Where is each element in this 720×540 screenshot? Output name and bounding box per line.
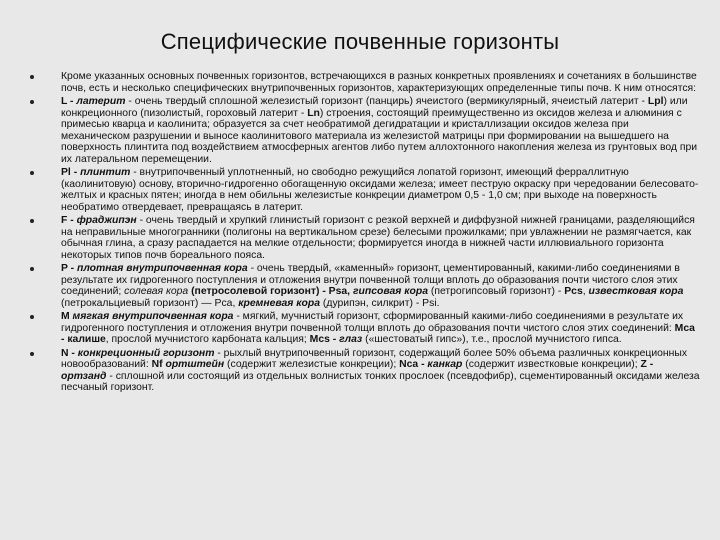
bullet-run: конкреционный горизонт bbox=[77, 347, 215, 359]
bullet-dot-icon bbox=[30, 75, 34, 79]
bullet-dot-icon bbox=[30, 171, 34, 175]
bullet-run: кремневая кора bbox=[238, 297, 321, 309]
bullet-run: (дурипэн, силкрит) - Psi. bbox=[320, 297, 440, 309]
bullet-run: Z - bbox=[640, 359, 654, 370]
bullet-list bbox=[28, 71, 700, 394]
bullet-run: Nca - bbox=[399, 359, 428, 370]
bullet-run: M bbox=[61, 311, 70, 322]
bullet-text bbox=[61, 215, 700, 261]
bullet-dot-icon bbox=[30, 219, 34, 223]
bullet-text bbox=[61, 71, 700, 94]
bullet-text bbox=[61, 311, 700, 346]
bullet-run: ) строения, состоящий преимущественно из оксидов железа и алюминия с примесью кварца и каолинита; образуется за счет необратимой дегидратации и кристаллизации оксидов железа при механическом разрушении и выносе каолинитового материала из железистой матрицы при формировании на вышедшего на поверхность плинтита под воздействием атмосферных агентов либо путем аллохтонного накопления железа из грунтовых вод при их латеральном перемещении. bbox=[61, 107, 698, 165]
bullet-run: Mca - калише bbox=[61, 322, 695, 345]
bullet-run: Nf bbox=[151, 359, 166, 370]
bullet-run: - очень твердый и хрупкий глинистый горизонт с резкой верхней и диффузной нижней границами, разделяющийся на неправильные многогранники (полигоны на вертикальном срезе) белесыми прожилками; при увлажнении не размягчается, как обычная глина, а сразу распадается на мелкие отдельности; формируется иногда в нижней части иллювиального горизонта некоторых типов почв бореального пояса. bbox=[61, 215, 695, 261]
bullet-run: F - bbox=[61, 215, 77, 226]
bullet-run: латерит bbox=[76, 96, 126, 107]
bullet-run: - внутрипочвенный уплотненный, но свободно режущийся лопатой горизонт, имеющий ферраллитную (каолинитовую) основу, вторично-гидрогенно обогащенную оксидами железа; имеет пеструю окраску при чередовании белесовато-желтых и красных пятен; иногда в нем обильны железистые конкреции диаметром 0,5 - 1,0 см; при выходе на поверхность необратимо отвердевает, превращаясь в латерит. bbox=[61, 167, 699, 213]
bullet-run: - сплошной или состоящий из отдельных волнистых тонких прослоек (псевдофибр), сцементированный оксидами железа песчаный горизонт. bbox=[61, 370, 700, 393]
bullet-item-laterite bbox=[28, 96, 700, 165]
bullet-run: Ln bbox=[307, 107, 320, 119]
bullet-run: Pl - bbox=[61, 167, 81, 178]
bullet-run: глаз bbox=[339, 334, 363, 345]
bullet-run: (петросолевой горизонт) - Psa, bbox=[191, 286, 351, 297]
bullet-item-plinthite bbox=[28, 167, 700, 213]
bullet-run: ортштейн bbox=[165, 359, 225, 370]
bullet-run: солевая кора bbox=[124, 286, 189, 297]
bullet-dot-icon bbox=[30, 315, 34, 319]
bullet-item-hard-crust bbox=[28, 263, 700, 309]
bullet-run: плинтит bbox=[80, 167, 131, 178]
bullet-text bbox=[61, 96, 700, 165]
bullet-run: (петрогипсовый горизонт) - bbox=[427, 286, 565, 297]
bullet-run: - рыхлый внутрипочвенный горизонт, содержащий более 50% объема различных конкреционных новообразований: bbox=[61, 347, 688, 370]
bullet-text bbox=[61, 348, 700, 394]
bullet-text bbox=[61, 167, 700, 213]
bullet-run: фраджипэн bbox=[76, 215, 137, 226]
bullet-item-soft-crust bbox=[28, 311, 700, 346]
bullet-run: плотная внутрипочвенная кора bbox=[76, 263, 248, 274]
bullet-run: (петрокальциевый горизонт) — Рса, bbox=[61, 297, 239, 309]
bullet-run: (содержит железистые конкреции); bbox=[224, 359, 400, 370]
bullet-dot-icon bbox=[30, 267, 34, 271]
bullet-item-fragipan bbox=[28, 215, 700, 261]
bullet-item-concretionary bbox=[28, 348, 700, 394]
bullet-dot-icon bbox=[30, 352, 34, 356]
bullet-dot-icon bbox=[30, 100, 34, 104]
bullet-run: L - bbox=[61, 96, 77, 107]
bullet-run: - мягкий, мучнистый горизонт, сформированный какими-либо соединениями в результате их гидрогенного поступления и отложения внутри почвенной толщи вплоть до образования почти чистого слоя этих соединений: bbox=[61, 311, 684, 334]
bullet-text bbox=[61, 263, 700, 309]
page-title: Специфические почвенные горизонты bbox=[160, 29, 560, 54]
bullet-run: , прослой мучнистого карбоната кальция; bbox=[105, 334, 310, 345]
bullet-run: - очень твердый, «каменный» горизонт, цементированный, какими-либо соединениями в результате их гидрогенного поступления и отложения внутри почвенной толщи вплоть до образования почти чистого слоя этих соединений; bbox=[61, 263, 680, 297]
bullet-run: N - bbox=[61, 347, 78, 359]
bullet-run: Кроме указанных основных почвенных горизонтов, встречающихся в разных конкретных проявлениях и сочетаниях в большинстве почв, есть и несколько специфических внутрипочвенных горизонтов, характеризующих определенные типы почв. К ним относятся: bbox=[61, 71, 697, 94]
bullet-run: Pcs bbox=[564, 286, 583, 297]
bullet-run: ) или конкреционного (пизолистый, гороховый латерит - bbox=[61, 96, 688, 119]
bullet-run: известковая кора bbox=[588, 286, 684, 297]
bullet-run: (содержит известковые конкреции); bbox=[462, 359, 641, 370]
bullet-run: канкар bbox=[427, 359, 463, 370]
bullet-run: мягкая внутрипочвенная кора bbox=[72, 311, 234, 322]
bullet-run: , bbox=[582, 286, 589, 297]
bullet-run: - очень твердый сплошной железистый горизонт (панцирь) ячеистого (вермикулярный, ячеистый латерит - bbox=[125, 96, 648, 107]
bullet-run: ортзанд bbox=[61, 370, 107, 382]
bullet-item-intro bbox=[28, 71, 700, 94]
bullet-run: P - bbox=[61, 263, 77, 274]
bullet-run: гипсовая кора bbox=[352, 286, 428, 297]
bullet-run: Lpl bbox=[647, 96, 664, 107]
bullet-run: («шестоватый гипс»), т.е., прослой мучнистого гипса. bbox=[362, 334, 622, 345]
bullet-run: Mcs - bbox=[309, 334, 340, 345]
